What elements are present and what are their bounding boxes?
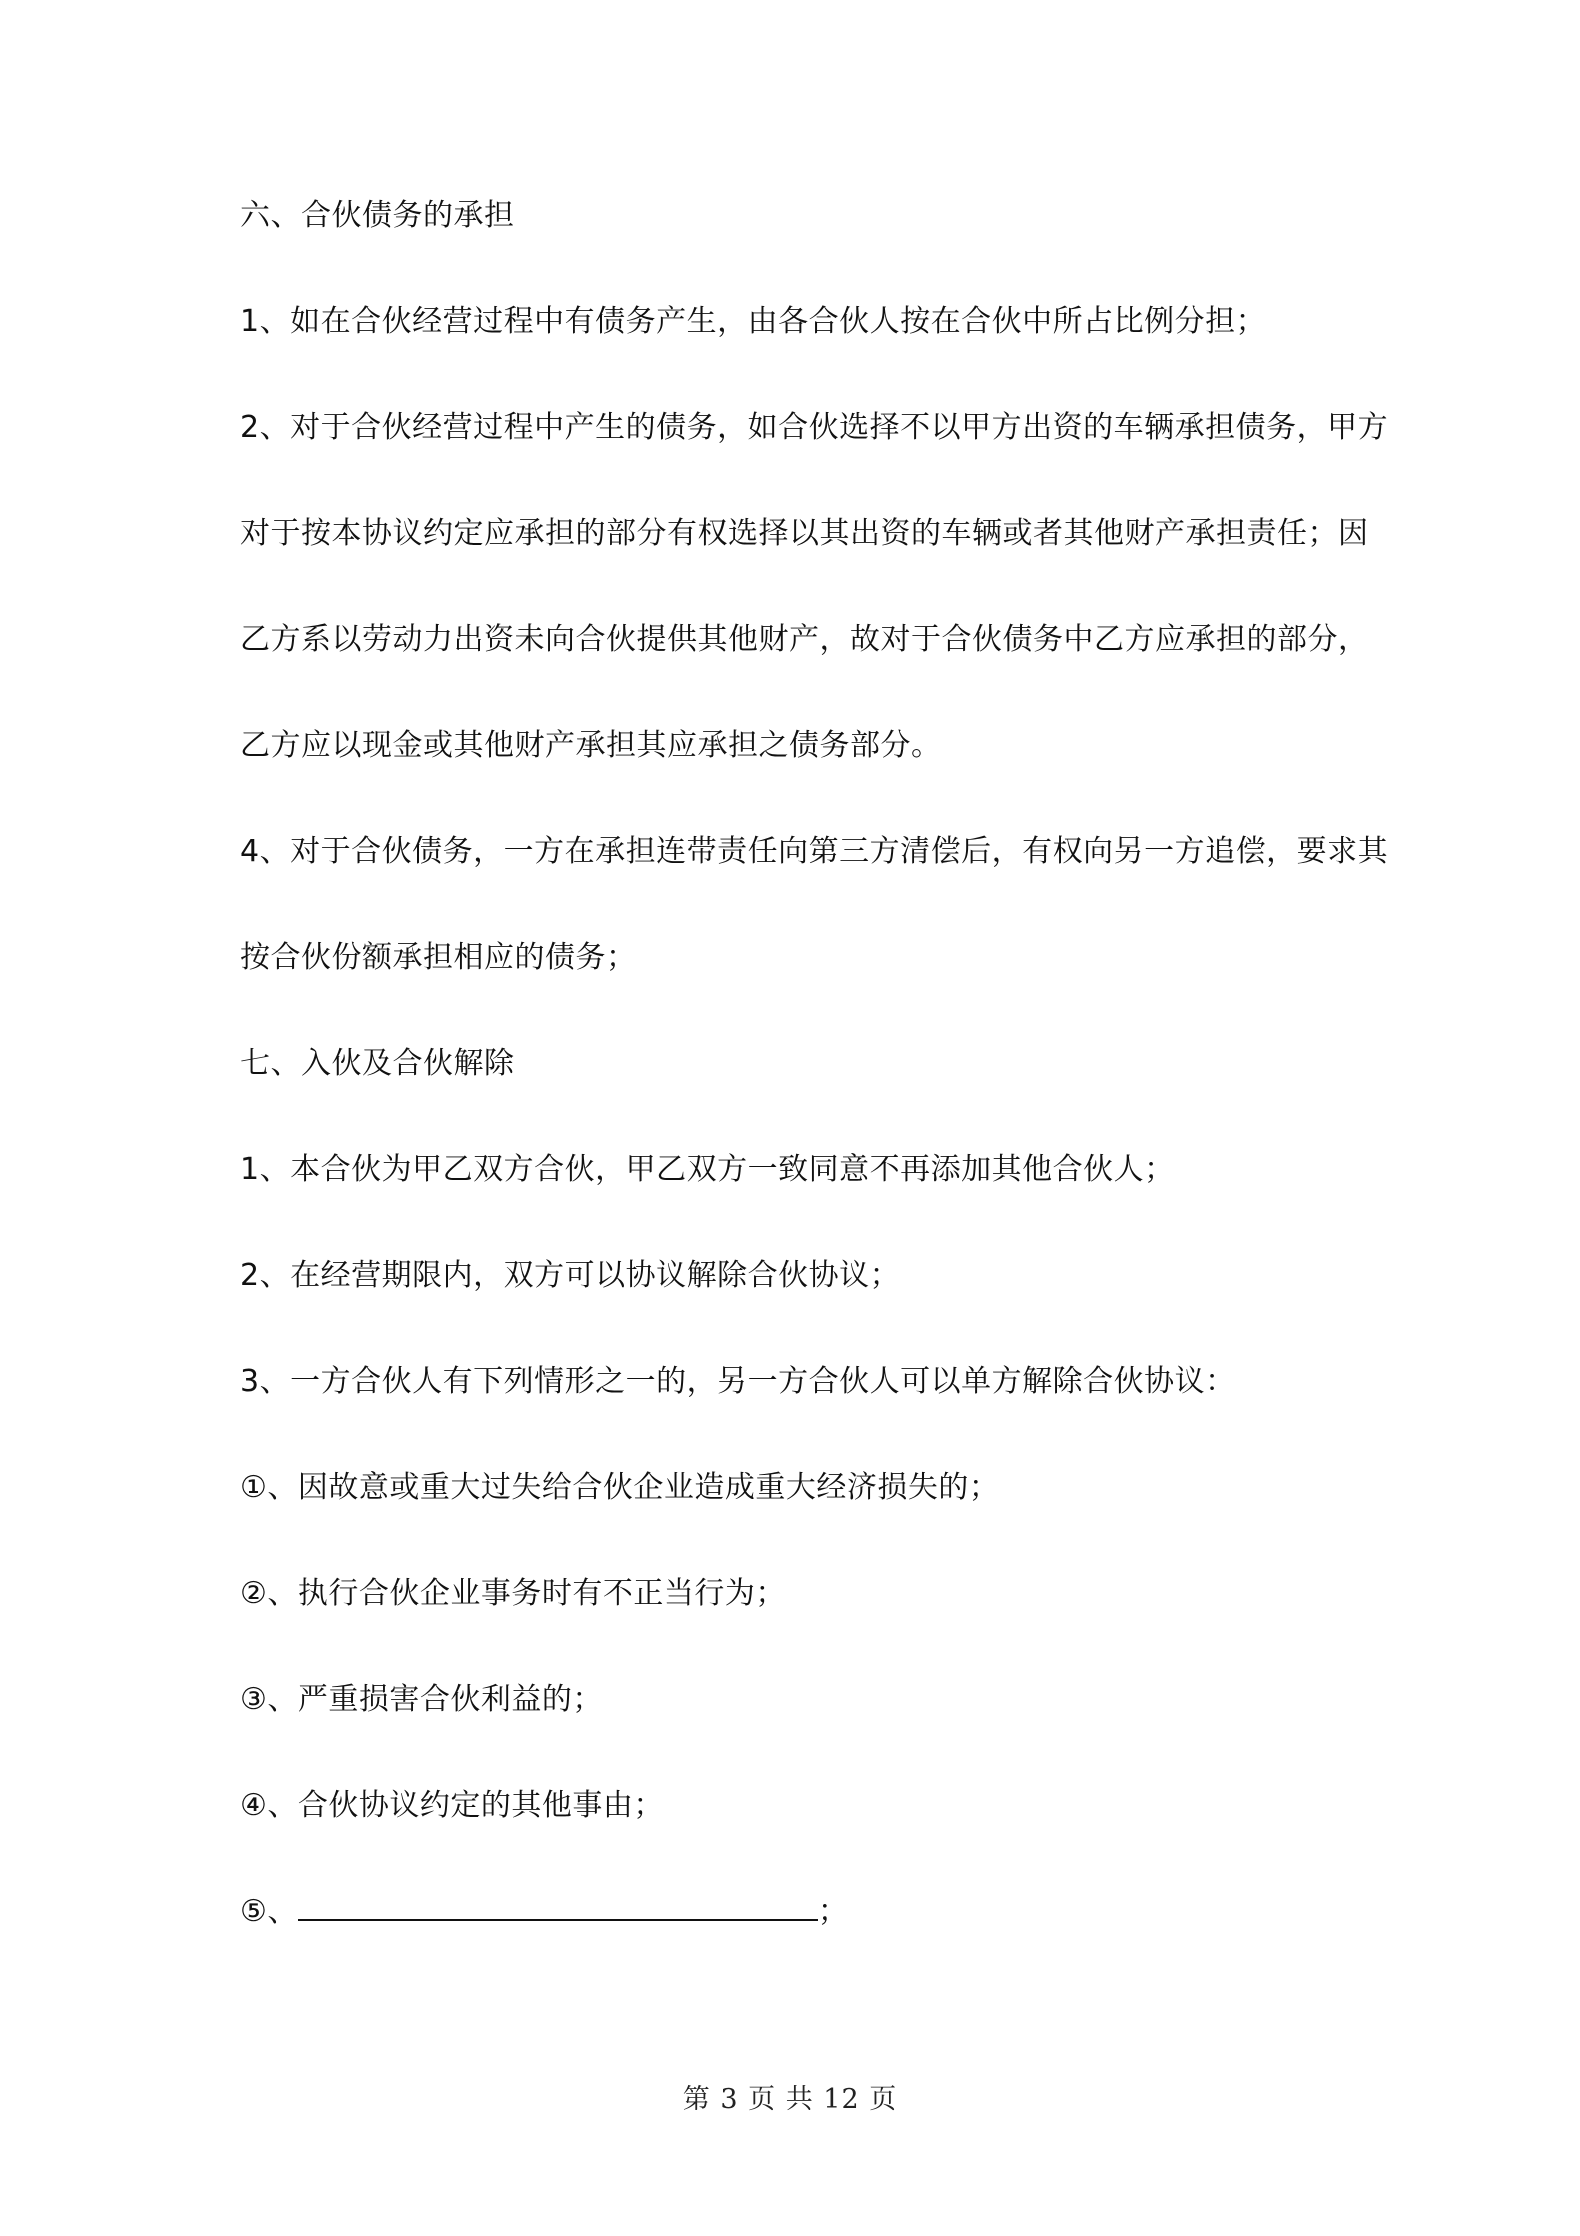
paragraph-line: 3、一方合伙人有下列情形之一的，另一方合伙人可以单方解除合伙协议： [240,1364,1236,1399]
list-item-blank [240,1892,1360,1932]
paragraph-line: 2、对于合伙经营过程中产生的债务，如合伙选择不以甲方出资的车辆承担债务，甲方 [240,410,1389,445]
list-item: ③、严重损害合伙利益的； [240,1682,603,1717]
list-item: ②、执行合伙企业事务时有不正当行为； [240,1576,786,1611]
list-item-suffix: ； [817,1894,849,1929]
list-item-prefix: ⑤、 [240,1894,298,1929]
paragraph-line: 乙方系以劳动力出资未向合伙提供其他财产，故对于合伙债务中乙方应承担的部分， [240,622,1369,657]
paragraph-line: 对于按本协议约定应承担的部分有权选择以其出资的车辆或者其他财产承担责任；因 [240,516,1369,551]
paragraph-line: 按合伙份额承担相应的债务； [240,940,637,975]
section-heading-debt: 六、合伙债务的承担 [240,198,515,233]
paragraph-line: 乙方应以现金或其他财产承担其应承担之债务部分。 [240,728,942,763]
list-item: ④、合伙协议约定的其他事由； [240,1788,664,1823]
list-item: ①、因故意或重大过失给合伙企业造成重大经济损失的； [240,1470,1000,1505]
page-footer: 第 3 页 共 12 页 [682,2084,898,2115]
paragraph-line: 1、本合伙为甲乙双方合伙，甲乙双方一致同意不再添加其他合伙人； [240,1152,1175,1187]
paragraph-line: 1、如在合伙经营过程中有债务产生，由各合伙人按在合伙中所占比例分担； [240,304,1267,339]
blank-fill-line[interactable] [298,1893,818,1921]
paragraph-line: 2、在经营期限内，双方可以协议解除合伙协议； [240,1258,901,1293]
paragraph-line: 4、对于合伙债务，一方在承担连带责任向第三方清偿后，有权向另一方追偿，要求其 [240,834,1389,869]
section-heading-admission: 七、入伙及合伙解除 [240,1046,515,1081]
